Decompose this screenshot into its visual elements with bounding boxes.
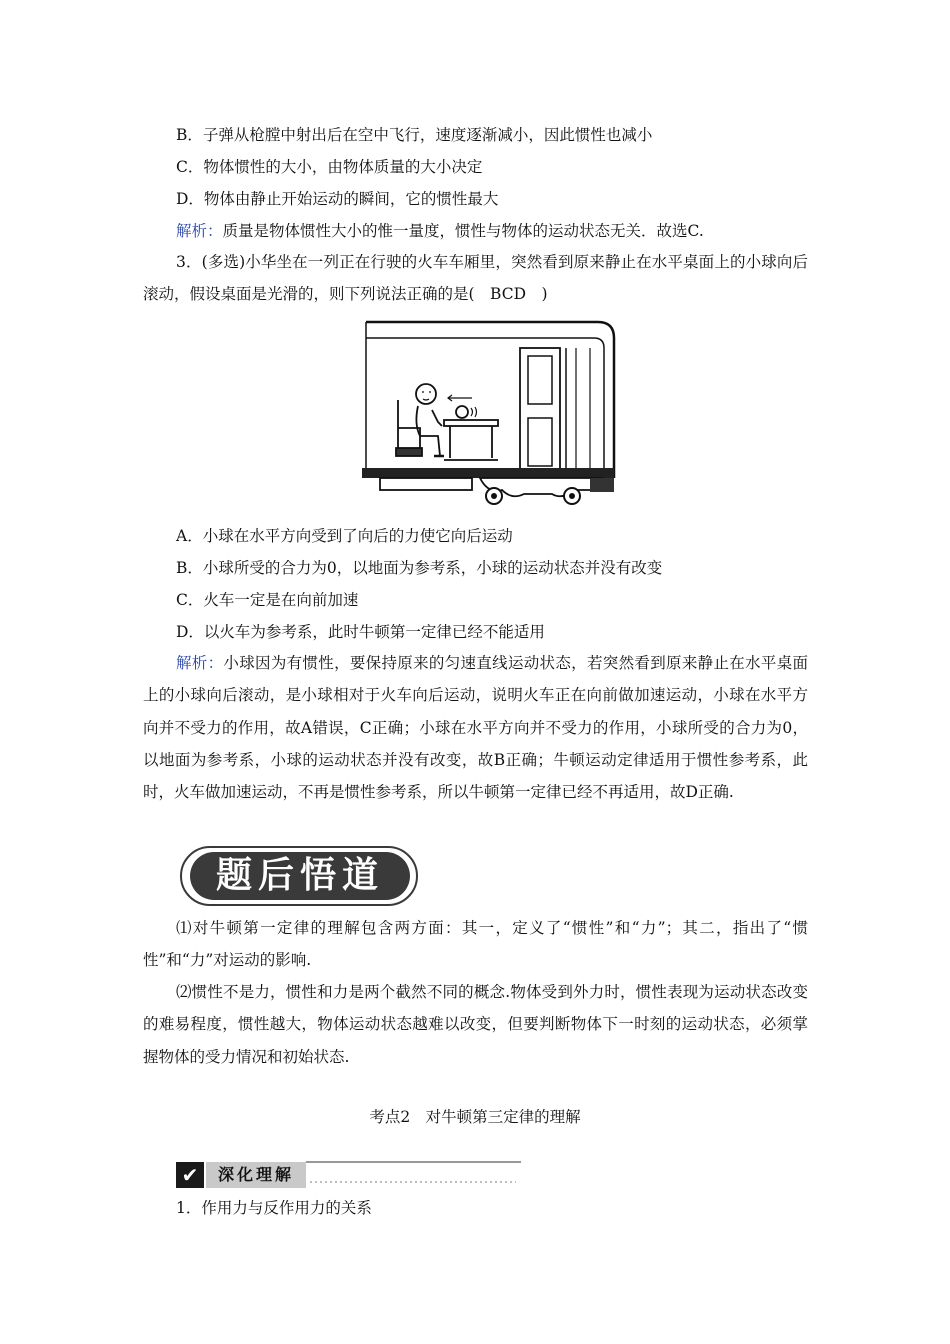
banner-text: 题后悟道: [215, 855, 384, 896]
insight-banner: [180, 846, 420, 908]
analysis-label: 解析：: [176, 654, 224, 672]
insight-2: ⑵惯性不是力，惯性和力是两个截然不同的概念.物体受到外力时，惯性表现为运动状态改变的难易程度，惯性越大，物体运动状态越难以改变，但要判断物体下一时刻的运动状态，必须掌握物体的受力情况和初始状态.: [143, 983, 808, 1066]
q3-option-c: C．火车一定是在向前加速: [176, 591, 359, 609]
q2-option-d: D．物体由静止开始运动的瞬间，它的惯性最大: [176, 190, 499, 208]
q3-stem: 3．(多选)小华坐在一列正在行驶的火车车厢里，突然看到原来静止在水平桌面上的小球向后滚动，假设桌面是光滑的，则下列说法正确的是( BCD ): [143, 253, 808, 304]
item-1-heading: 1．作用力与反作用力的关系: [176, 1199, 372, 1217]
analysis-text: 质量是物体惯性大小的惟一量度，惯性与物体的运动状态无关．故选C.: [222, 222, 704, 240]
q2-option-c: C．物体惯性的大小，由物体质量的大小决定: [176, 158, 483, 176]
q2-analysis: [176, 221, 704, 241]
analysis-label: 解析：: [176, 222, 223, 240]
check-icon: ✔: [176, 1162, 204, 1188]
insight-1: ⑴对牛顿第一定律的理解包含两方面：其一，定义了“惯性”和“力”；其二，指出了“惯性”和“力”对运动的影响.: [143, 919, 808, 970]
deepen-understanding-tag: [176, 1160, 521, 1192]
q2-option-b: B．子弹从枪膛中射出后在空中飞行，速度逐渐减小，因此惯性也减小: [176, 126, 653, 144]
section-title: 考点2 对牛顿第三定律的理解: [369, 1108, 581, 1126]
q3-option-d: D．以火车为参考系，此时牛顿第一定律已经不能适用: [176, 623, 545, 641]
q3-analysis: [143, 647, 808, 808]
train-carriage-figure: [362, 318, 620, 508]
tag-label: 深化理解: [206, 1162, 306, 1188]
q3-option-b: B．小球所受的合力为0，以地面为参考系，小球的运动状态并没有改变: [176, 559, 663, 577]
q3-option-a: A．小球在水平方向受到了向后的力使它向后运动: [176, 527, 513, 545]
analysis-text: 小球因为有惯性，要保持原来的匀速直线运动状态，若突然看到原来静止在水平桌面上的小球向后滚动，是小球相对于火车向后运动，说明火车正在向前做加速运动，小球在水平方向并不受力的作用，故A错误，C正确；小球在水平方向并不受力的作用，小球所受的合力为0，以地面为参考系，小球的运动状态并没有改变，故B正确；牛顿运动定律适用于惯性参考系，此时，火车做加速运动，不再是惯性参考系，所以牛顿第一定律已经不再适用，故D正确.: [143, 654, 808, 802]
tag-divider: [306, 1160, 521, 1190]
